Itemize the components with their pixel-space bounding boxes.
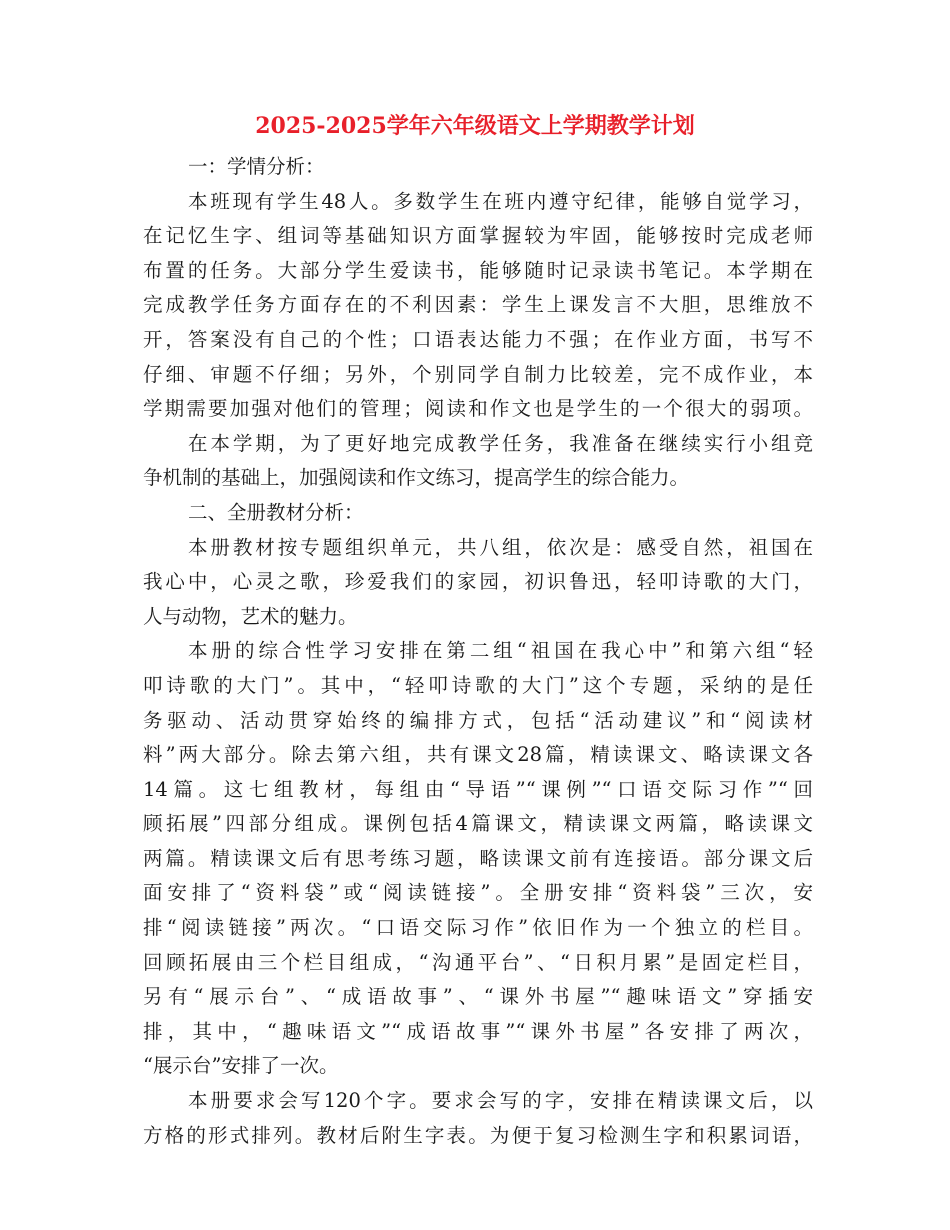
- text-line: 布置的任务。大部分学生爱读书，能够随时记录读书笔记。本学期在: [143, 258, 813, 282]
- text-line: 开，答案没有自己的个性；口语表达能力不强；在作业方面，书写不: [143, 327, 813, 351]
- text-line: 排，其中，“趣味语文”“成语故事”“课外书屋”各安排了两次，: [143, 1019, 813, 1043]
- text-line: 仔细、审题不仔细；另外，个别同学自制力比较差，完不成作业，本: [143, 362, 813, 386]
- text-line: 本册要求会写120个字。要求会写的字，安排在精读课文后，以: [188, 1089, 813, 1113]
- text-line: 另有“展示台”、“成语故事”、“课外书屋”“趣味语文”穿插安: [143, 985, 813, 1009]
- text-line: 学期需要加强对他们的管理；阅读和作文也是学生的一个很大的弱项。: [143, 397, 813, 421]
- text-line: 叩诗歌的大门”。其中，“轻叩诗歌的大门”这个专题，采纳的是任: [143, 673, 813, 697]
- text-line: 本册教材按专题组织单元，共八组，依次是：感受自然，祖国在: [188, 535, 813, 559]
- text-line: 务驱动、活动贯穿始终的编排方式，包括“活动建议”和“阅读材: [143, 708, 813, 732]
- text-line: 争机制的基础上，加强阅读和作文练习，提高学生的综合能力。: [143, 466, 690, 490]
- document-title: 2025-2025学年六年级语文上学期教学计划: [255, 113, 695, 139]
- text-line: 料”两大部分。除去第六组，共有课文28篇，精读课文、略读课文各: [143, 743, 813, 767]
- text-line: 一：学情分析：: [188, 155, 325, 178]
- text-line: 回顾拓展由三个栏目组成，“沟通平台”、“日积月累”是固定栏目，: [143, 950, 813, 974]
- text-line: 人与动物，艺术的魅力。: [143, 604, 358, 628]
- text-line: 完成教学任务方面存在的不利因素：学生上课发言不大胆，思维放不: [143, 293, 813, 317]
- text-line: 本册的综合性学习安排在第二组“祖国在我心中”和第六组“轻: [188, 639, 813, 663]
- text-line: 本班现有学生48人。多数学生在班内遵守纪律，能够自觉学习，: [188, 189, 813, 213]
- document-body: [143, 150, 813, 1153]
- text-line: 排“阅读链接”两次。“口语交际习作”依旧作为一个独立的栏目。: [143, 916, 813, 940]
- text-line: “展示台”安排了一次。: [143, 1054, 339, 1078]
- text-line: 两篇。精读课文后有思考练习题，略读课文前有连接语。部分课文后: [143, 846, 813, 870]
- text-line: 我心中，心灵之歌，珍爱我们的家园，初识鲁迅，轻叩诗歌的大门，: [143, 570, 813, 594]
- text-line: 14篇。这七组教材，每组由“导语”“课例”“口语交际习作”“回: [143, 777, 813, 801]
- text-line: 在记忆生字、组词等基础知识方面掌握较为牢固，能够按时完成老师: [143, 224, 813, 248]
- text-line: 面安排了“资料袋”或“阅读链接”。全册安排“资料袋”三次，安: [143, 881, 813, 905]
- text-line: 方格的形式排列。教材后附生字表。为便于复习检测生字和积累词语，: [143, 1123, 813, 1147]
- text-line: 二、全册教材分析：: [188, 500, 364, 524]
- text-line: 顾拓展”四部分组成。课例包括4篇课文，精读课文两篇，略读课文: [143, 812, 813, 836]
- text-line: 在本学期，为了更好地完成教学任务，我准备在继续实行小组竞: [188, 431, 813, 455]
